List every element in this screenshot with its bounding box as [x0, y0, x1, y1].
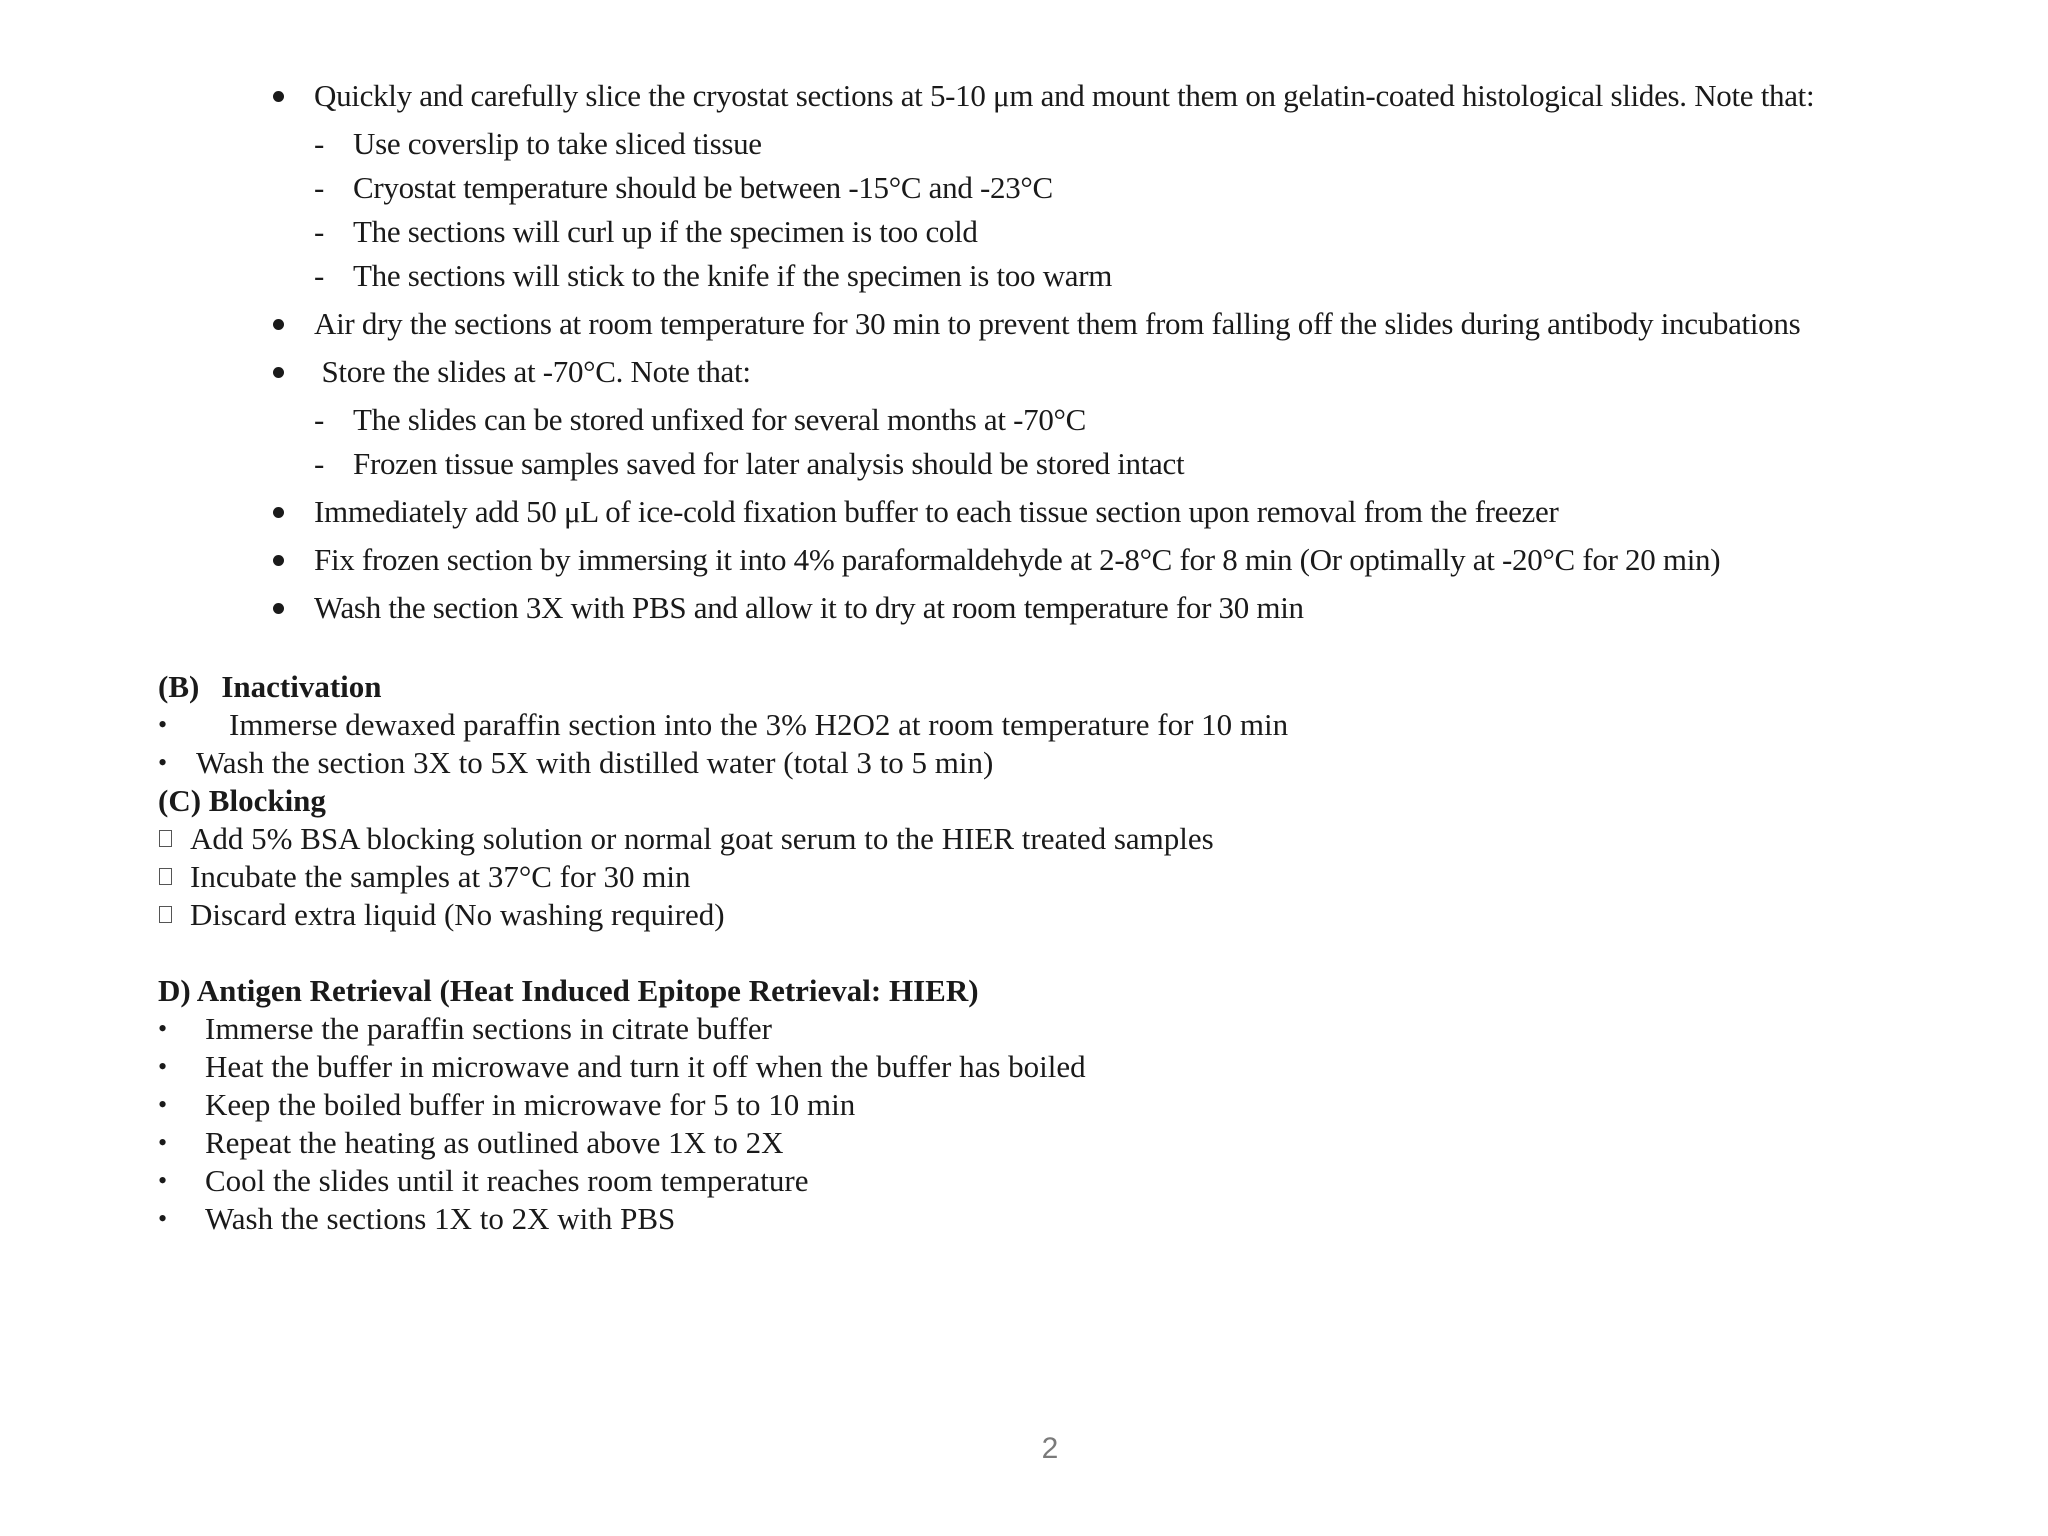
bullet-icon: • [158, 710, 168, 739]
list-item [158, 1200, 1978, 1238]
sub-list-item [270, 210, 2030, 254]
list-item [270, 302, 2030, 346]
missing-glyph-box-icon [159, 868, 172, 885]
bullet-icon: • [158, 1128, 168, 1157]
list-item [158, 1010, 1978, 1048]
sub-list-item [270, 398, 2030, 442]
section-a-list [270, 74, 2030, 630]
sub-list-item [270, 166, 2030, 210]
sub-list-item [270, 254, 2030, 298]
bullet-icon: • [158, 1014, 168, 1043]
bullet-dot-icon [273, 91, 284, 102]
list-item-text: Air dry the sections at room temperature for 30 min to prevent them from falling off the slides during antibody incubations [314, 306, 1801, 341]
sub-list-item-text: Frozen tissue samples saved for later analysis should be stored intact [353, 446, 1185, 481]
list-item [158, 1086, 1978, 1124]
list-item-text: Quickly and carefully slice the cryostat sections at 5-10 μm and mount them on gelatin-coated histological slides. Note that: [314, 78, 1815, 113]
list-item [158, 1162, 1978, 1200]
section-b-heading [158, 668, 1978, 706]
sub-list-item-text: The sections will stick to the knife if the specimen is too warm [353, 258, 1113, 293]
list-item [158, 820, 1978, 858]
list-item [158, 896, 1978, 934]
dash-marker: - [314, 170, 325, 205]
bullet-dot-icon [273, 603, 284, 614]
sub-list-item [270, 442, 2030, 486]
list-item-text: Add 5% BSA blocking solution or normal goat serum to the HIER treated samples [190, 821, 1214, 856]
list-item [270, 350, 2030, 394]
missing-glyph-box-icon [159, 906, 172, 923]
list-item-text: Immerse the paraffin sections in citrate buffer [205, 1011, 772, 1046]
bullet-dot-icon [273, 367, 284, 378]
sections-b-c-d [158, 668, 1978, 1238]
bullet-icon: • [158, 1090, 168, 1119]
sub-list-item-text: The slides can be stored unfixed for several months at -70°C [353, 402, 1087, 437]
list-item-text: Wash the sections 1X to 2X with PBS [205, 1201, 676, 1236]
list-item-text: Store the slides at -70°C. Note that: [314, 354, 751, 389]
list-item [270, 586, 2030, 630]
list-item-text: Immediately add 50 μL of ice-cold fixation buffer to each tissue section upon removal from the freezer [314, 494, 1559, 529]
spacer [158, 934, 1978, 972]
bullet-dot-icon [273, 507, 284, 518]
list-item [158, 1048, 1978, 1086]
dash-marker: - [314, 446, 325, 481]
page-number: 2 [1041, 1432, 1059, 1465]
bullet-icon: • [158, 1204, 168, 1233]
bullet-dot-icon [273, 319, 284, 330]
list-item [158, 706, 1978, 744]
list-item-text: Immerse dewaxed paraffin section into the 3% H2O2 at room temperature for 10 min [229, 707, 1289, 742]
bullet-dot-icon [273, 555, 284, 566]
list-item [158, 744, 1978, 782]
list-item-text: Cool the slides until it reaches room temperature [205, 1163, 809, 1198]
dash-marker: - [314, 214, 325, 249]
section-b-label: (B) [158, 669, 200, 704]
sub-list-item-text: The sections will curl up if the specimen is too cold [353, 214, 978, 249]
list-item-text: Wash the section 3X to 5X with distilled water (total 3 to 5 min) [196, 745, 994, 780]
list-item-text: Keep the boiled buffer in microwave for 5 to 10 min [205, 1087, 856, 1122]
list-item-text: Heat the buffer in microwave and turn it off when the buffer has boiled [205, 1049, 1086, 1084]
bullet-icon: • [158, 1166, 168, 1195]
sub-list-item-text: Use coverslip to take sliced tissue [353, 126, 762, 161]
list-item [270, 538, 2030, 582]
list-item-text: Fix frozen section by immersing it into 4% paraformaldehyde at 2-8°C for 8 min (Or optimally at -20°C for 20 min) [314, 542, 1721, 577]
dash-marker: - [314, 258, 325, 293]
list-item-text: Incubate the samples at 37°C for 30 min [190, 859, 691, 894]
list-item-text: Wash the section 3X with PBS and allow it to dry at room temperature for 30 min [314, 590, 1304, 625]
missing-glyph-box-icon [159, 830, 172, 847]
dash-marker: - [314, 402, 325, 437]
list-item-text: Discard extra liquid (No washing required) [190, 897, 725, 932]
dash-marker: - [314, 126, 325, 161]
sub-list-item [270, 122, 2030, 166]
section-d-heading: D) Antigen Retrieval (Heat Induced Epitope Retrieval: HIER) [158, 973, 979, 1008]
list-item [270, 74, 2030, 118]
bullet-icon: • [158, 1052, 168, 1081]
list-item [270, 490, 2030, 534]
list-item-text: Repeat the heating as outlined above 1X to 2X [205, 1125, 784, 1160]
sub-list-item-text: Cryostat temperature should be between -15°C and -23°C [353, 170, 1053, 205]
list-item [158, 858, 1978, 896]
list-item [158, 1124, 1978, 1162]
section-c-heading: (C) Blocking [158, 783, 326, 818]
bullet-icon: • [158, 748, 168, 777]
section-b-title: Inactivation [221, 669, 382, 704]
